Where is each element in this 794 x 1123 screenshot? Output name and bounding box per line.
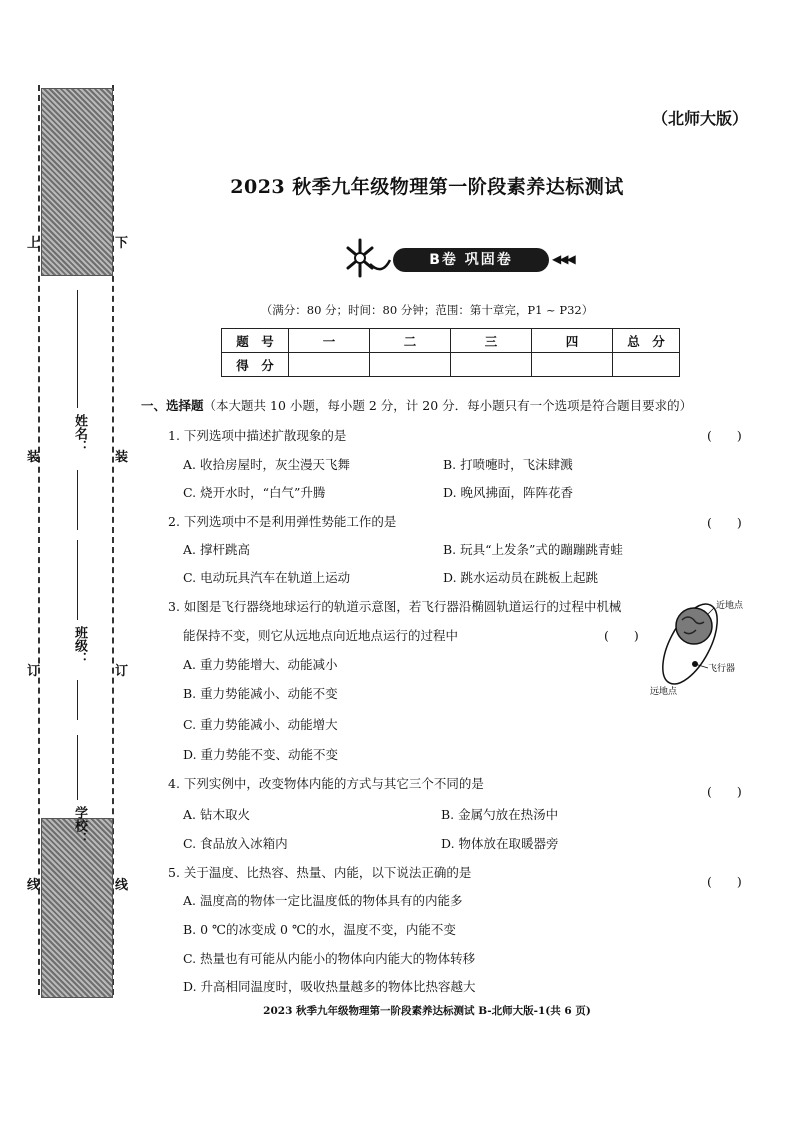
question-4-option-d[interactable]: D. 物体放在取暖器旁 — [441, 836, 559, 851]
question-2-option-a[interactable]: A. 撑杆跳高 — [183, 542, 250, 557]
margin-char-zhuang-left: 装 — [27, 450, 41, 465]
question-3-option-d[interactable]: D. 重力势能不变、动能不变 — [183, 747, 339, 762]
score-header-cell: 三 — [451, 329, 532, 353]
score-input-cell[interactable] — [613, 353, 680, 377]
question-1-answer-box[interactable]: ( ) — [707, 428, 742, 443]
score-header-cell: 题 号 — [222, 329, 289, 353]
earth-icon — [676, 608, 712, 644]
question-3-stem: 3. 如图是飞行器绕地球运行的轨道示意图，若飞行器沿椭圆轨道运行的过程中机械 — [168, 599, 622, 614]
question-4-stem: 4. 下列实例中，改变物体内能的方式与其它三个不同的是 — [168, 776, 484, 791]
score-input-cell[interactable] — [289, 353, 370, 377]
score-input-cell[interactable] — [532, 353, 613, 377]
question-5-option-a[interactable]: A. 温度高的物体一定比温度低的物体具有的内能多 — [183, 893, 463, 908]
question-2-option-b[interactable]: B. 玩具“上发条”式的蹦蹦跳青蛙 — [443, 542, 623, 557]
section-label: 一、选择题 — [141, 398, 204, 413]
question-1-option-c[interactable]: C. 烧开水时，“白气”升腾 — [183, 485, 326, 500]
score-header-cell: 一 — [289, 329, 370, 353]
edition-label: （北师大版） — [651, 109, 748, 128]
school-line[interactable] — [77, 735, 78, 800]
page-footer: 2023 秋季九年级物理第一阶段素养达标测试 B-北师大版-1(共 6 页) — [263, 1005, 591, 1017]
name-line-2[interactable] — [77, 470, 78, 530]
figure-label-perigee: 近地点 — [716, 601, 744, 611]
score-input-cell[interactable] — [451, 353, 532, 377]
question-1-option-b[interactable]: B. 打喷嚏时，飞沫肆溅 — [443, 457, 573, 472]
margin-hatch-bottom — [41, 818, 113, 998]
margin-char-xian-left: 线 — [27, 878, 41, 893]
score-header-row — [222, 329, 680, 353]
question-5-answer-box[interactable]: ( ) — [707, 874, 742, 889]
page-title: 2023 秋季九年级物理第一阶段素养达标测试 — [230, 176, 624, 198]
question-1-stem: 1. 下列选项中描述扩散现象的是 — [168, 428, 347, 443]
question-2-option-d[interactable]: D. 跳水运动员在跳板上起跳 — [443, 570, 599, 585]
figure-label-craft: 飞行器 — [708, 664, 736, 674]
question-3-answer-box[interactable]: ( ) — [604, 628, 639, 643]
question-5-option-c[interactable]: C. 热量也有可能从内能小的物体向内能大的物体转移 — [183, 951, 476, 966]
question-5-option-b[interactable]: B. 0 ℃的冰变成 0 ℃的水，温度不变，内能不变 — [183, 922, 456, 937]
class-line[interactable] — [77, 540, 78, 620]
question-4-option-b[interactable]: B. 金属勺放在热汤中 — [441, 807, 559, 822]
score-table — [221, 328, 680, 377]
school-label: 学校： — [72, 806, 87, 845]
score-header-cell: 四 — [532, 329, 613, 353]
class-line-2[interactable] — [77, 680, 78, 720]
star-logo-icon — [346, 236, 392, 280]
question-4-option-a[interactable]: A. 钻木取火 — [183, 807, 250, 822]
score-header-cell: 总 分 — [613, 329, 680, 353]
score-value-row — [222, 353, 680, 377]
question-1-option-d[interactable]: D. 晚风拂面，阵阵花香 — [443, 485, 574, 500]
section-desc: （本大题共 10 小题，每小题 2 分，计 20 分．每小题只有一个选项是符合题目要求的） — [203, 398, 693, 413]
margin-dash-line-left — [38, 85, 40, 995]
question-5-stem: 5. 关于温度、比热容、热量、内能，以下说法正确的是 — [168, 865, 472, 880]
margin-char-ding-left: 订 — [27, 664, 41, 679]
name-label: 姓名： — [72, 414, 87, 453]
margin-char-ding-right: 订 — [115, 664, 129, 679]
margin-char-shang: 上 — [27, 236, 41, 251]
question-2-answer-box[interactable]: ( ) — [707, 515, 742, 530]
banner-arrows-icon: ◀◀◀ — [552, 252, 574, 266]
orbit-figure — [648, 596, 758, 702]
exam-info: （满分：80 分；时间：80 分钟；范围：第十章完，P1 ~ P32） — [260, 303, 594, 317]
score-header-cell: 二 — [370, 329, 451, 353]
question-2-option-c[interactable]: C. 电动玩具汽车在轨道上运动 — [183, 570, 351, 585]
class-label: 班级： — [72, 626, 87, 665]
question-5-option-d[interactable]: D. 升高相同温度时，吸收热量越多的物体比热容越大 — [183, 979, 476, 994]
section-heading — [141, 396, 692, 414]
score-row-label: 得 分 — [222, 353, 289, 377]
question-4-option-c[interactable]: C. 食品放入冰箱内 — [183, 836, 288, 851]
question-1-option-a[interactable]: A. 收拾房屋时，灰尘漫天飞舞 — [183, 457, 350, 472]
question-2-stem: 2. 下列选项中不是利用弹性势能工作的是 — [168, 514, 397, 529]
question-3-option-c[interactable]: C. 重力势能减小、动能增大 — [183, 717, 338, 732]
question-4-answer-box[interactable]: ( ) — [707, 784, 742, 799]
section-banner: B卷 巩固卷 — [393, 248, 549, 272]
score-input-cell[interactable] — [370, 353, 451, 377]
margin-char-xia: 下 — [115, 236, 129, 251]
margin-char-xian-right: 线 — [115, 878, 129, 893]
question-3-stem-cont: 能保持不变，则它从远地点向近地点运行的过程中 — [183, 628, 459, 643]
question-3-option-a[interactable]: A. 重力势能增大、动能减小 — [183, 657, 338, 672]
question-3-option-b[interactable]: B. 重力势能减小、动能不变 — [183, 686, 338, 701]
margin-char-zhuang-right: 装 — [115, 450, 129, 465]
figure-label-apogee: 远地点 — [650, 687, 678, 697]
